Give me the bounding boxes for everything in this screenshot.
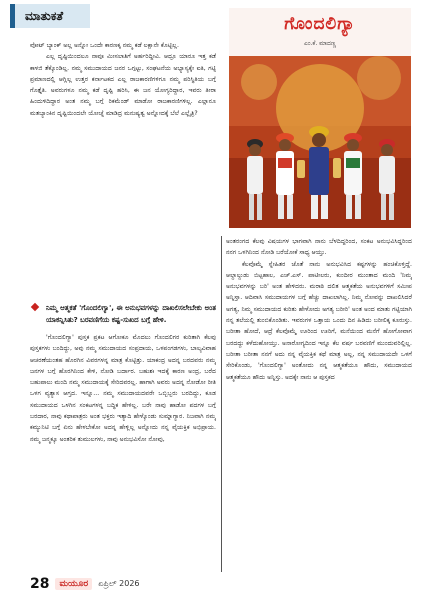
- article-column-right: [226, 236, 412, 574]
- article-paragraph: ವೋಟ್ ಬ್ಯಾಂಕ್ ಅಲ್ಲ ಅನ್ನೋ ಒಂದೇ ಕಾರಣಕ್ಕ ನಮ್ಮ ಕಡೆ ಲಕ್ಷಾನೇ ಕೊಟ್ಟಿಲ್ಲ.: [30, 42, 179, 49]
- answer-paragraph: ಅಂತರಂಗದ ಕೆಲವು ವಿಷಯಗಳ ಭಾಗವಾಗಿ ನಾನು ಬೆಳದಿದ್ದರಿಂದ, ಸಂಕಟ ಅನುಭವಿಸಿದ್ದರಿಂದ ನನಗ ಒಳಗಿನಿಂದ ನೋಡಿ ಬರೆಯೋಕೆ ಸಾಧ್ಯ ಆಯ್ತು.: [226, 238, 412, 257]
- magazine-logo: ಮಯೂರ: [55, 578, 92, 590]
- article-paragraph: ಎಲ್ಲ ದೃಷ್ಟಿಯಿಂದಲೂ ನಾವೂ ಮೀಸಲಾತಿಗೆ ಅರ್ಹರಿದ್ದೀವಿ. ಆದ್ರೂ ಯಾರೂ ಇತ್ತ ಕಡೆ ಕಾಳಜಿ ತೆಕ್ಕೊಂಡಿಲ್ಲ. ನಮ್ಮ ಸಮುದಾಯದ ಜನರ ಒಗ್ಗಟ್ಟು, ಸಂಘಟನೆಯ ಅಭ್ಯಾಸ್ಯಕ್ಕೇ ಐತಿ, ಗಟ್ಟಿ ಪ್ರಮಾಣದಲ್ಲಿ ಆಗ್ಲಿಲ್ಲ ಉತ್ತರ ಕರ್ನಾಟಕದ ಎಲ್ಲ ರಾಜಕಾರಣಿಗಳಿಗೂ ನಮ್ಮ ಪರಿಸ್ಥಿತಿಯ ಬಗ್ಗೆ ಗೊತ್ತೈತಿ. ಅವರುಗಳೂ ನಮ್ಮ ಕಡೆ ದೃಷ್ಟಿ ಹರಿಸಿ, ಈ ಜನ ಯೋಗ್ಯರಿದ್ದಾರ, ಇವರು ತೀರಾ ಹಿಂದುಳಿದಿದ್ದಾರ ಅಂತ ನಮ್ಮ ಬಗ್ಗೆ ರಿಕಮೆಂಡ್ ಮಾಡೋ ರಾಜಕಾರಣಿಗಳಿಲ್ಲ. ಎಲ್ಲಾನೂ ಮತಬ್ಯಾಂಕಿನ ದೃಷ್ಟಿಯಿಂದಲೇ ಯೋಚ್ನೆ ಮಾಡಿದ್ರ ಮನುಷ್ಯತ್ವ ಅನ್ನೋದಕ್ಕೆ ಬೆಲೆ ಎಲ್ಲೈತ್ರಿ?: [30, 53, 216, 117]
- page-footer: [30, 574, 140, 594]
- answer-paragraph: 'ಗೊಂದಲಿಗ್ಯಾ' ಪುಸ್ತಕ ಪ್ರಕಟ ಆಗೋಕೂ ಮೊದಲು ಗೊಂದಲಿಗರ ಕುರಿತಾಗಿ ಕೆಲವು ಪುಸ್ತಕಗಳು ಬಂದಿದ್ದು, ಅವು ನಮ್ಮ ಸಮುದಾಯದ ಸಂಪ್ರದಾಯ, ಒಳಪಂಗಡಗಳು, ಬಾಲ್ಯವಿವಾಹ ಆಚರಣೆಯಂತಹ ಹೊರಗಿನ ವಿವರಗಳನ್ನ ಮಾತ್ರ ಕೊಟ್ಟಿತ್ತು. ಯಾಕಂದ್ರ ಅದನ್ನ ಬರದವರು ನಮ್ಮ ಜನಗಳ ಬಗ್ಗೆ ಹೊರಗಿನಿಂದ ಕೇಳಿ, ನೋಡಿ ಬರ್ದಾರ. ಬಹುಶಃ ಇದಕ್ಕೆ ಕಾರಣ ಅಂದ್ರ, ಬರೆದ ಬಹುಪಾಲು ಮಂದಿ ನಮ್ಮ ಸಮುದಾಯಕ್ಕೆ ಸೇರಿದವರಲ್ಲ. ಹಾಗಾಗಿ ಅವರು ಅದನ್ನ ನೋಡೋ ರೀತಿ ಒಳಗ ವ್ಯತ್ಯಾಸ ಆಗ್ತದ. ಇನ್ನೂ... ನಮ್ಮ ಸಮುದಾಯದವರೇ ಒಬ್ಬಿಬ್ಬರು ಬರದಿದ್ದು, ಕೂಡ ಸಮುದಾಯದ ಒಳಗಿನ ಸಂಕಟಗಳನ್ನ ಬದ್ಧಿಕ ಹೇಳಿಲ್ಲ. ಬರೇ ನಾವು ಹಾಡೋ ಪದಗಳ ಬಗ್ಗೆ ಬರದಾರ, ನಾವು ಕಥಾಪಾತ್ರರು ಅಂತ ಭಕ್ತರು ಇತ್ಯಾದಿ ಹೇಳ್ಕೊಂಡು ಸುಮ್ನಾಗ್ಯಾರ. ನಿಜವಾಗಿ ನಮ್ಮ ಕಮ್ಯುನಿಟಿ ಬಗ್ಗೆ ಏನು ಹೇಳಬೇಕೋ ಅದನ್ನ ಹೇಳ್ಲಿಲ್ಲ ಅನ್ನೋದು ನನ್ನ ವೈಯಕ್ತಿಕ ಅಭಿಪ್ರಾಯ. ನಮ್ಮ ಜನ್ಮಕ್ಕೂ ಅಂತರಿಕ ತುಮುಲಗಳು, ನಾವು ಅನುಭವಿಸೋ ನೋವು,: [30, 334, 216, 443]
- answer-paragraph: ಕೆಲವೊಮ್ಮೆ ಸ್ನೇಹಿತರ ಜೊತೆ ನಾನು ಅನುಭವಿಸಿದ ಕಷ್ಟಗಳನ್ನು ಹಂಚಿಕೊಳ್ತಿದ್ದೆ. ಆಲ್ದಾಲ್ದುಡು ಬಿಟ್ಟಹಾಲ, ಎಚ್.ಎಸ್. ಪಾಟೀಲರು, ಕುಂದೀರ ಮುಂತಾದ ಮಂದಿ 'ನಿಮ್ಮ ಅನುಭವಗಳನ್ನು ಬರಿ' ಅಂತ ಹೇಳಿದರು. ಮರಾಠಿ ದಲಿತ ಆತ್ಮಕತೆಯ ಅನುಭವಗಳಿಗೆ ಸಮೀಪ ಅನ್ನಿಸ್ತಾ. ಆದಿವಾಸಿ ಸಮುದಾಯಗಳ ಬಗ್ಗೆ ಹೆಚ್ಚು ದಾಖಲಾಗಿಲ್ಲ. ನಿಮ್ಮ ನೋವನ್ನು ದಾಖಲಿಸಿದರೆ ಅಗತ್ಯ, ನಿಮ್ಮ ಸಮುದಾಯದ ಕುರಿತು ಹೇಳೋದು ಅಗತ್ಯ ಬರೀರಿ' ಅಂತ ಅಂದ ಮಾತು ಗಟ್ಟಿಯಾಗಿ ನನ್ನ ತಲೆಯಲ್ಲಿ ತುಂಬಿಕೊಂಡಿತು. ಇವರುಗಳ ಒತ್ತಾಯ ಒಂದು ದಿನ ಹಿಡಿದು ಬರೀಲಿಕ್ಕ ಕೂರುಸ್ತು. ಬರೀತಾ ಹೋದೆ, ಆದ್ರೆ ಕೆಲವೊಮ್ಮೆ ಊರಿಂದ ಊರಿಗೆ, ಮನೆಯಿಂದ ಮನೆಗೆ ಹೋಗೋವಾಗ ಬರದದ್ದು ಕಳೆದುಹೋಯ್ತು. ಅನಾರೋಗ್ಯದಿಂದ ಇನ್ನೂ ಕೆಲ ವರ್ಷ ಬರವಣಿಗೆ ಮುಂದುವರಿಲ್ಲಿಲ್ಲ. ಬರೀತಾ ಬರೀತಾ ನನಗೆ ಅದು ನನ್ನ ವೈಯಕ್ತಿಕ ಕಥೆ ಮಾತ್ರ ಅಲ್ಲ, ನನ್ನ ಸಮುದಾಯದೇ ಒಳಗೆ ಸೇರಿಕೊಂಡು, 'ಗೊಂದಲಿಗ್ಯಾ' ಅಂತೋದು ನನ್ನ ಆತ್ಮಕತೆಯೂ ಹೌದು, ಸಮುದಾಯದ ಆತ್ಮಕತೆಯೂ ಹೌದು ಅನ್ನಿಸ್ತು. ಅದಕ್ಕೇ ನಾನು ಆ ಪುಸ್ತಕದ: [226, 260, 412, 381]
- issue-date: ಏಪ್ರಿಲ್ 2026: [98, 579, 140, 588]
- book-author: ಎಂ.ಕೆ. ಮಾದಣ್ಣ: [304, 40, 336, 47]
- page-number: 28: [30, 576, 50, 592]
- article-column-top-left: [30, 40, 216, 292]
- book-title: ಗೊಂದಲಿಗ್ಯಾ: [284, 14, 356, 34]
- interview-question: [30, 302, 216, 326]
- column-divider: [221, 236, 222, 572]
- article-column-bottom-left: [30, 302, 216, 572]
- section-title: ಮಾತುಕತೆ: [10, 4, 90, 28]
- question-text: ನಿಮ್ಮ ಆತ್ಮಕತೆ 'ಗೊಂದಲಿಗ್ಯಾ', ಈ ಅನುಭವಗಳನ್ನು ದಾಖಲಿಸಲೇಬೇಕು ಅಂತ ಯಾಕನ್ನಿಸಿತು? ಬರವಣಿಗೆಯ ಕಷ್ಟ-ಸುಖದ ಬಗ್ಗೆ ಹೇಳಿ.: [46, 304, 216, 324]
- book-cover-image: [229, 8, 411, 228]
- diamond-bullet-icon: [31, 303, 39, 311]
